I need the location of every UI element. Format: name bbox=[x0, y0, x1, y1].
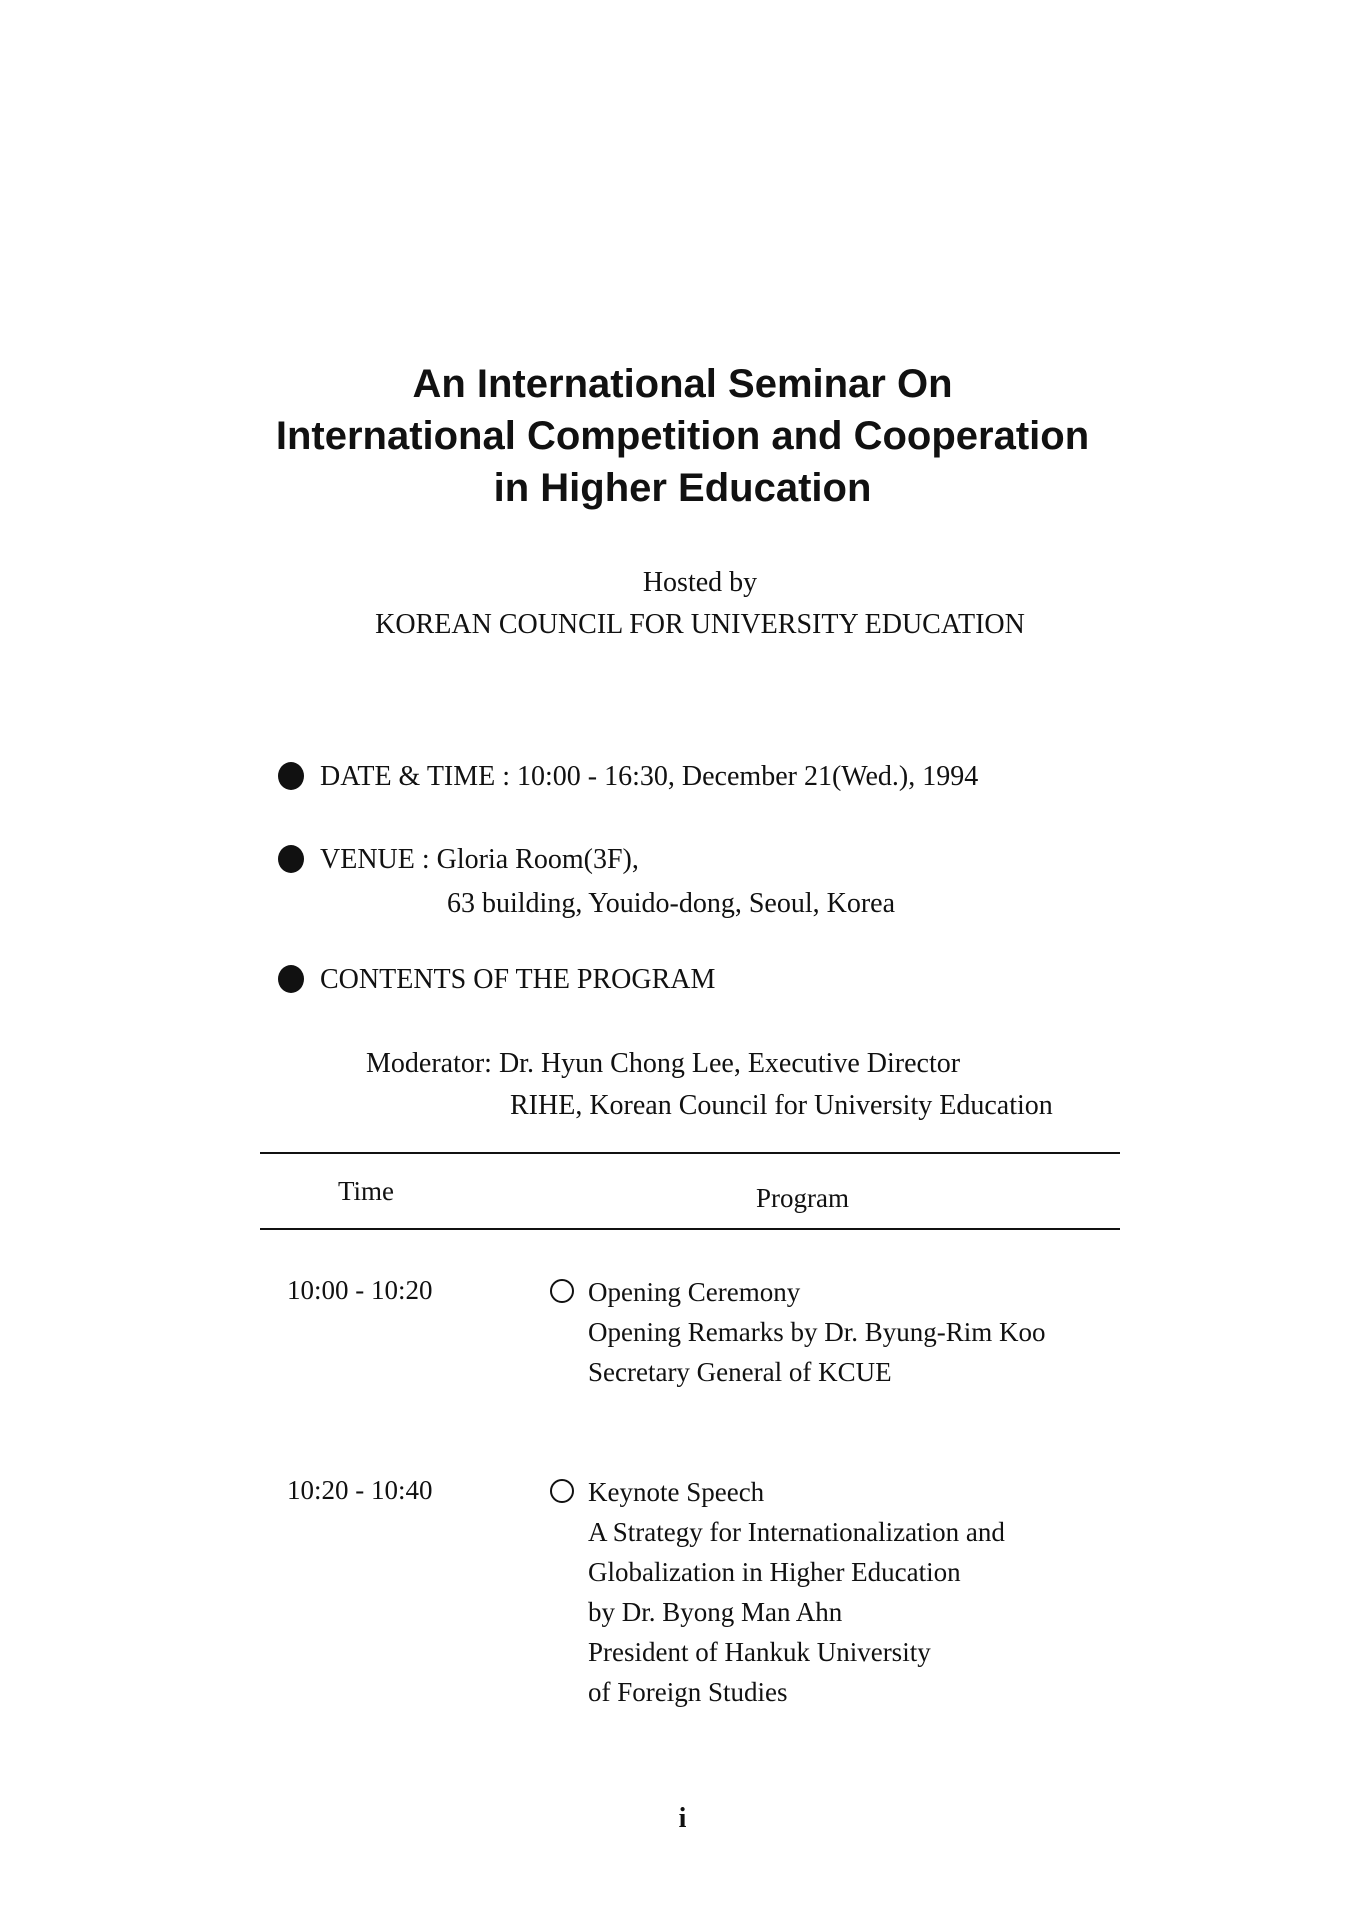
bullet-icon bbox=[278, 762, 304, 790]
program-title: Keynote Speech bbox=[588, 1477, 765, 1507]
contents-heading: CONTENTS OF THE PROGRAM bbox=[320, 964, 716, 995]
seminar-title bbox=[0, 358, 1365, 514]
program-detail-line: Secretary General of KCUE bbox=[588, 1357, 892, 1387]
bullet-icon bbox=[278, 965, 304, 993]
date-time-text: DATE & TIME : 10:00 - 16:30, December 21(Wed.), 1994 bbox=[320, 761, 979, 792]
program-detail-line: Globalization in Higher Education bbox=[588, 1557, 961, 1587]
venue-row bbox=[278, 840, 639, 880]
program-detail-line: by Dr. Byong Man Ahn bbox=[588, 1597, 843, 1627]
page-number: i bbox=[678, 1803, 687, 1834]
hosted-by-label: Hosted by bbox=[642, 567, 758, 598]
date-time-row bbox=[278, 757, 978, 797]
contents-row bbox=[278, 960, 715, 1000]
table-row-time: 10:00 - 10:20 bbox=[287, 1275, 433, 1305]
venue-text: VENUE : Gloria Room(3F), bbox=[320, 844, 639, 875]
program-detail-line: President of Hankuk University bbox=[588, 1637, 931, 1667]
time-header: Time bbox=[338, 1176, 395, 1206]
circle-bullet-icon bbox=[550, 1279, 574, 1303]
program-header: Program bbox=[756, 1183, 849, 1213]
title-line-1: An International Seminar On bbox=[412, 362, 953, 406]
table-row-program bbox=[550, 1472, 764, 1512]
moderator-affiliation: RIHE, Korean Council for University Education bbox=[510, 1090, 1053, 1121]
program-detail-line: of Foreign Studies bbox=[588, 1677, 788, 1707]
host-organization: KOREAN COUNCIL FOR UNIVERSITY EDUCATION bbox=[375, 609, 1025, 640]
program-detail-line: A Strategy for Internationalization and bbox=[588, 1517, 1005, 1547]
venue-address: 63 building, Youido-dong, Seoul, Korea bbox=[447, 888, 895, 919]
title-line-3: in Higher Education bbox=[493, 466, 872, 510]
table-top-rule bbox=[260, 1152, 1120, 1154]
program-details bbox=[588, 1312, 1045, 1392]
table-row-time: 10:20 - 10:40 bbox=[287, 1475, 433, 1505]
moderator-line: Moderator: Dr. Hyun Chong Lee, Executive Director bbox=[366, 1048, 961, 1079]
table-header-rule bbox=[260, 1228, 1120, 1230]
title-line-2: International Competition and Cooperation bbox=[275, 414, 1090, 458]
program-detail-line: Opening Remarks by Dr. Byung-Rim Koo bbox=[588, 1317, 1046, 1347]
bullet-icon bbox=[278, 845, 304, 873]
program-details bbox=[588, 1512, 1005, 1712]
circle-bullet-icon bbox=[550, 1479, 574, 1503]
host-block bbox=[0, 562, 1365, 646]
table-row-program bbox=[550, 1272, 800, 1312]
program-title: Opening Ceremony bbox=[588, 1277, 801, 1307]
